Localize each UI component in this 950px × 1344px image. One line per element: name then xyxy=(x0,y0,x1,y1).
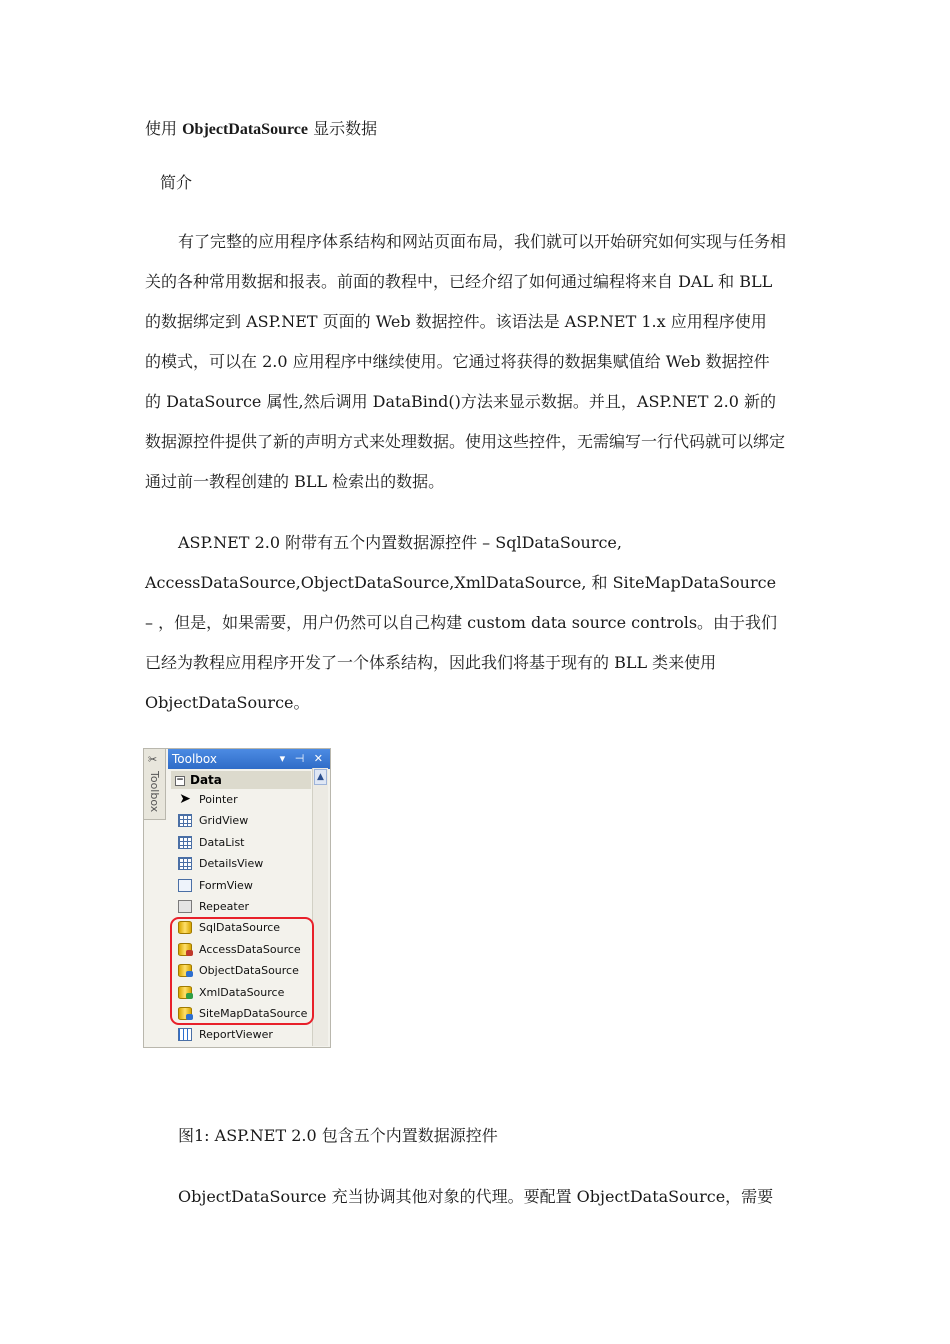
paragraph-datasource-controls xyxy=(145,523,810,723)
reportviewer-icon xyxy=(178,1028,192,1041)
toolbox-item-label: DataList xyxy=(199,835,245,849)
title-bold: ObjectDataSource xyxy=(182,121,308,138)
pointer-icon: ➤ xyxy=(179,791,191,807)
toolbox-item-formview[interactable] xyxy=(171,875,311,896)
paragraph-line: 关的各种常用数据和报表。前面的教程中，已经介绍了如何通过编程将来自 DAL 和 BLL xyxy=(145,272,773,291)
toolbox-wrench-icon: ✂ xyxy=(148,753,158,766)
toolbox-group-data[interactable] xyxy=(171,771,311,789)
detailsview-icon xyxy=(178,857,192,870)
toolbox-header xyxy=(168,749,330,769)
group-label: Data xyxy=(190,773,222,787)
scroll-up-icon[interactable]: ▲ xyxy=(314,769,327,785)
paragraph-line: 的数据绑定到 ASP.NET 页面的 Web 数据控件。该语法是 ASP.NET 1.x 应用程序使用 xyxy=(145,312,767,331)
paragraph-line: 的 DataSource 属性,然后调用 DataBind()方法来显示数据。并且，ASP.NET 2.0 新的 xyxy=(145,392,776,411)
paragraph-line: 已经为教程应用程序开发了一个体系结构，因此我们将基于现有的 BLL 类来使用 xyxy=(145,653,717,672)
paragraph-line: ASP.NET 2.0 附带有五个内置数据源控件 – SqlDataSource, xyxy=(178,533,622,552)
toolbox-item-detailsview[interactable] xyxy=(171,853,311,874)
toolbox-item-label: ObjectDataSource xyxy=(199,964,299,978)
paragraph-line: 数据源控件提供了新的声明方式来处理数据。使用这些控件，无需编写一行代码就可以绑定 xyxy=(145,432,786,451)
toolbox-scrollbar[interactable] xyxy=(312,768,328,1046)
toolbox-item-repeater[interactable] xyxy=(171,896,311,917)
paragraph-line: ObjectDataSource。 xyxy=(145,693,310,712)
datasource-highlight-box xyxy=(170,917,314,1025)
side-tab-label: Toolbox xyxy=(148,771,161,813)
document-title xyxy=(145,118,377,141)
formview-icon xyxy=(178,879,192,892)
toolbox-header-buttons[interactable]: ▾ ⊣ ✕ xyxy=(279,752,326,765)
toolbox-side-tab[interactable] xyxy=(144,749,166,820)
toolbox-item-label: XmlDataSource xyxy=(199,985,285,999)
toolbox-header-title: Toolbox xyxy=(172,752,217,766)
title-suffix: 显示数据 xyxy=(308,119,378,138)
paragraph-line: 有了完整的应用程序体系结构和网站页面布局，我们就可以开始研究如何实现与任务相 xyxy=(178,232,787,251)
toolbox-item-label: FormView xyxy=(199,878,253,892)
toolbox-item-label: Repeater xyxy=(199,899,250,913)
toolbox-item-label: AccessDataSource xyxy=(199,942,301,956)
paragraph-line: AccessDataSource,ObjectDataSource,XmlDataSource, 和 SiteMapDataSource xyxy=(145,573,777,592)
toolbox-item-reportviewer[interactable] xyxy=(171,1024,311,1045)
gridview-icon xyxy=(178,814,192,827)
toolbox-item-label: ReportViewer xyxy=(199,1028,273,1042)
title-prefix: 使用 xyxy=(145,119,183,138)
section-heading: 简介 xyxy=(160,173,193,192)
paragraph-line: 的模式，可以在 2.0 应用程序中继续使用。它通过将获得的数据集赋值给 Web 数据控件 xyxy=(145,352,770,371)
datalist-icon xyxy=(178,836,192,849)
toolbox-item-label: GridView xyxy=(199,814,249,828)
toolbox-item-gridview[interactable] xyxy=(171,810,311,831)
paragraph-intro xyxy=(145,222,810,502)
repeater-icon xyxy=(178,900,192,913)
toolbox-item-pointer[interactable] xyxy=(171,789,311,810)
paragraph-line: 通过前一教程创建的 BLL 检索出的数据。 xyxy=(145,472,445,491)
figure-caption: 图1: ASP.NET 2.0 包含五个内置数据源控件 xyxy=(178,1126,498,1145)
paragraph-line: – ，但是，如果需要，用户仍然可以自己构建 custom data source controls。由于我们 xyxy=(145,613,778,632)
toolbox-item-label: SqlDataSource xyxy=(199,921,281,935)
toolbox-item-label: SiteMapDataSource xyxy=(199,1006,308,1020)
collapse-icon[interactable]: − xyxy=(176,774,184,785)
paragraph-objectdatasource: ObjectDataSource 充当协调其他对象的代理。要配置 ObjectDataSource，需要 xyxy=(178,1187,774,1206)
toolbox-item-label: DetailsView xyxy=(199,857,264,871)
toolbox-item-datalist[interactable] xyxy=(171,832,311,853)
toolbox-item-label: Pointer xyxy=(199,793,238,806)
